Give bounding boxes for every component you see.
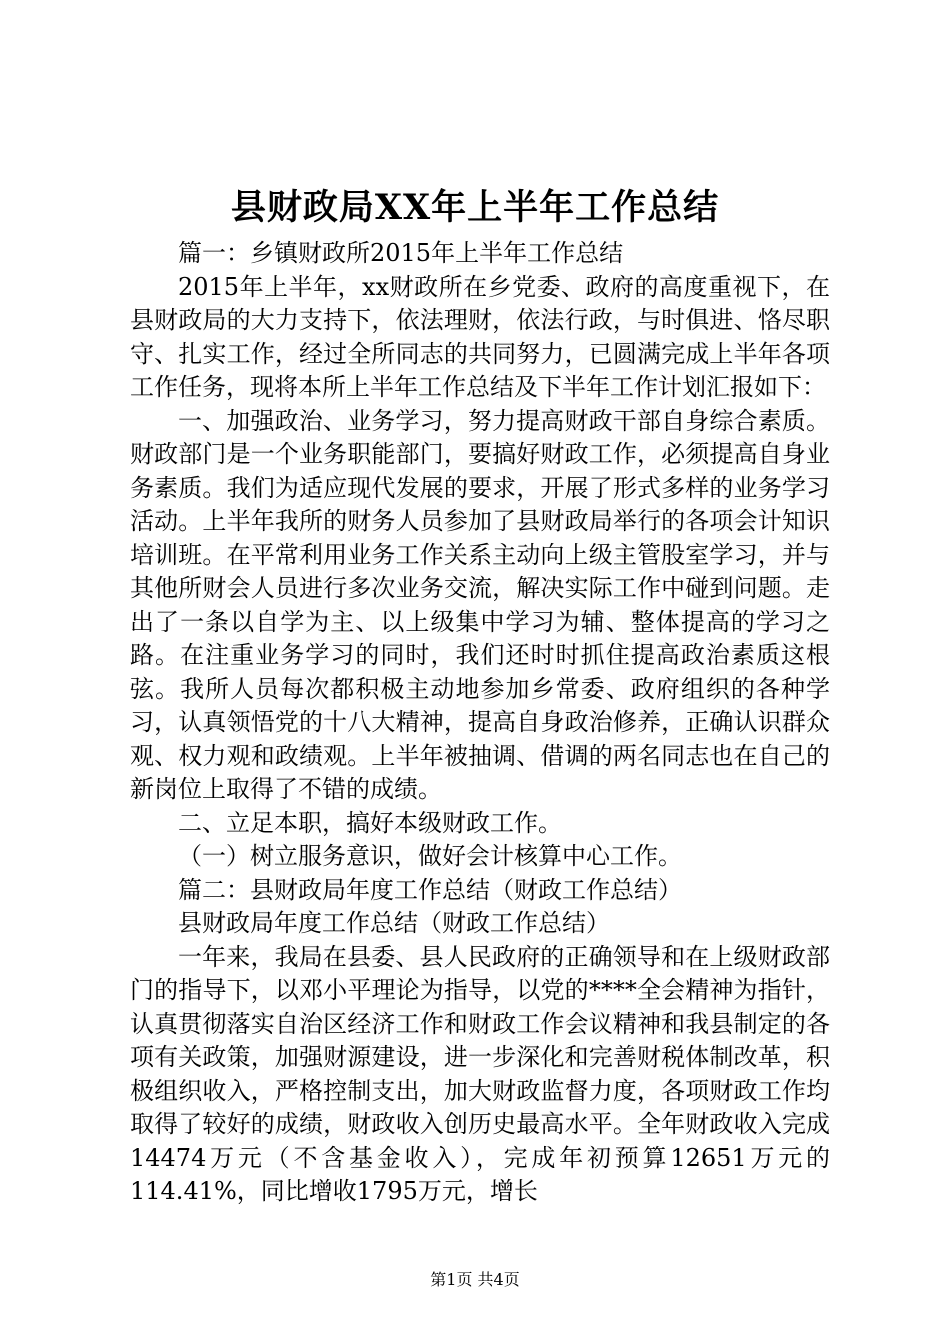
document-title: 县财政局XX年上半年工作总结 — [230, 187, 720, 228]
page-footer: 第1页 共4页 — [430, 1270, 520, 1289]
body-paragraph: 2015年上半年，xx财政所在乡党委、政府的高度重视下，在县财政局的大力支持下，依法理财，依法行政，与时俱进、恪尽职守、扎实工作，经过全所同志的共同努力，已圆满完成上半年各项工作任务，现将本所上半年工作总结及下半年工作计划汇报如下： — [130, 272, 830, 401]
document-subtitle: 县财政局年度工作总结（财政工作总结） — [178, 909, 610, 937]
section-heading-part-one: 篇一：乡镇财政所2015年上半年工作总结 — [178, 239, 624, 267]
body-paragraph: 一年来，我局在县委、县人民政府的正确领导和在上级财政部门的指导下，以邓小平理论为指导，以党的****全会精神为指针，认真贯彻落实自治区经济工作和财政工作会议精神和我县制定的各项有关政策，加强财源建设，进一步深化和完善财税体制改革，积极组织收入，严格控制支出，加大财政监督力度，各项财政工作均取得了较好的成绩，财政收入创历史最高水平。全年财政收入完成14474万元（不含基金收入），完成年初预算12651万元的114.41%，同比增收1795万元，增长 — [130, 942, 830, 1205]
section-heading-part-two: 篇二：县财政局年度工作总结（财政工作总结） — [178, 875, 682, 904]
section-heading: 二、立足本职，搞好本级财政工作。 — [178, 808, 562, 837]
subsection-heading: （一）树立服务意识，做好会计核算中心工作。 — [178, 842, 682, 870]
body-paragraph: 一、加强政治、业务学习，努力提高财政干部自身综合素质。财政部门是一个业务职能部门，要搞好财政工作，必须提高自身业务素质。我们为适应现代发展的要求，开展了形式多样的业务学习活动。上半年我所的财务人员参加了县财政局举行的各项会计知识培训班。在平常利用业务工作关系主动向上级主管股室学习，并与其他所财会人员进行多次业务交流，解决实际工作中碰到问题。走出了一条以自学为主、以上级集中学习为辅、整体提高的学习之路。在注重业务学习的同时，我们还时时抓住提高政治素质这根弦。我所人员每次都积极主动地参加乡常委、政府组织的各种学习，认真领悟党的十八大精神，提高自身政治修养，正确认识群众观、权力观和政绩观。上半年被抽调、借调的两名同志也在自己的新岗位上取得了不错的成绩。 — [130, 406, 830, 803]
document-body — [130, 237, 830, 1209]
